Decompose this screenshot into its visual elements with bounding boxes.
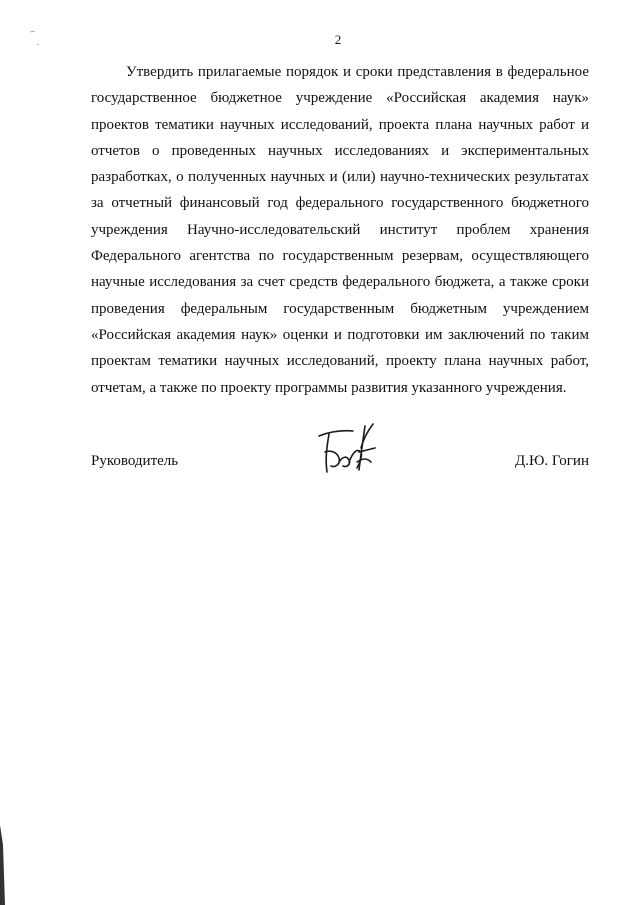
scan-edge-shadow [0, 825, 6, 905]
resolution-paragraph: Утвердить прилагаемые порядок и сроки представления в федеральное государственное бюджетное учреждение «Российская академия наук» проектов тематики научных исследований, проекта плана научных работ и отчетов о проведенных научных исследованиях и экспериментальных разработках, о полученных научных и (или) научно-технических результатах за отчетный финансовый год федерального государственного бюджетного учреждения Научно-исследовательский институт проблем хранения Федерального агентства по государственным резервам, осуществляющего научные исследования за счет средств федерального бюджета, а также сроки проведения федеральным государственным бюджетным учреждением «Российская академия наук» оценки и подготовки им заключений по таким проектам тематики научных исследований, проекту плана научных работ, отчетам, а также по проекту программы развития указанного учреждения. [91, 64, 589, 396]
page-number: 2 [334, 32, 342, 47]
handwritten-signature-icon [315, 422, 385, 482]
signer-name: Д.Ю. Гогин [515, 453, 589, 469]
signature-block [91, 450, 589, 480]
signer-position: Руководитель [91, 453, 179, 469]
